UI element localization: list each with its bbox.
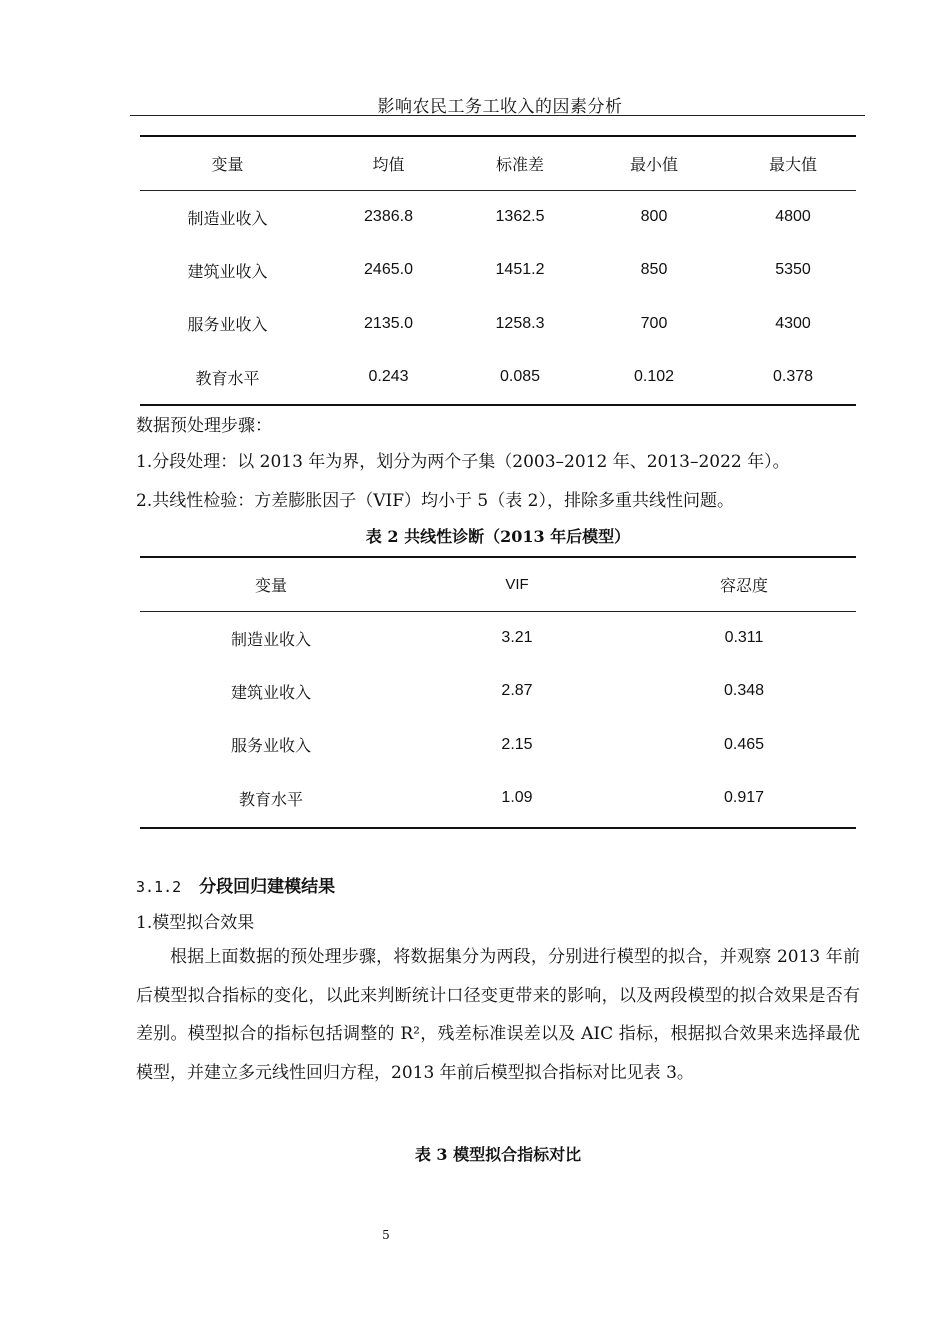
table1-cell-std: 1258.3: [495, 314, 545, 332]
table2-cell-tolerance: 0.465: [723, 735, 765, 753]
table2-cell-tolerance: 0.311: [724, 629, 764, 646]
table2-cell-variable: 教育水平: [238, 789, 303, 809]
table3-caption: 表 3 模型拟合指标对比: [414, 1145, 582, 1164]
table1-cell-variable: 制造业收入: [187, 208, 268, 228]
table2-bottom-rule: [140, 827, 856, 829]
table1-cell-mean: 0.243: [368, 368, 409, 386]
table2-cell-vif: 3.21: [501, 629, 533, 646]
table1-col-header: 最大值: [730, 137, 856, 190]
table2-cell-vif: 1.09: [501, 789, 533, 807]
table2-cell-vif: 2.87: [501, 682, 533, 700]
table1-col-header: 均值: [315, 137, 462, 190]
table-row: [140, 190, 856, 244]
table2-cell-vif: 2.15: [501, 735, 533, 753]
section-heading: [136, 872, 335, 897]
preprocess-step-2: 2.共线性检验：方差膨胀因子（VIF）均小于 5（表 2），排除多重共线性问题。: [136, 491, 734, 511]
header-rule: [130, 115, 865, 116]
table2-cell-variable: 建筑业收入: [230, 682, 311, 702]
table1-cell-min: 0.102: [633, 368, 675, 386]
table1-cell-variable: 教育水平: [195, 368, 260, 388]
table1-cell-max: 0.378: [772, 368, 814, 386]
table-row: [140, 611, 856, 665]
table1-bottom-rule: [140, 404, 856, 406]
table2-cell-tolerance: 0.348: [723, 682, 765, 700]
table1-header-row: [140, 137, 856, 190]
table2-cell-tolerance: 0.917: [723, 789, 765, 807]
table1-cell-mean: 2465.0: [364, 261, 413, 279]
table2-caption: 表 2 共线性诊断（2013 年后模型）: [365, 527, 631, 546]
table1-col-header: 最小值: [578, 137, 730, 190]
table2-collinearity: [140, 558, 856, 825]
page-number: 5: [382, 1228, 390, 1242]
table1-cell-min: 850: [640, 261, 668, 279]
table1-cell-std: 1362.5: [495, 208, 545, 225]
table2-col-header: VIF: [402, 558, 632, 611]
table-row: [140, 244, 856, 298]
table1-cell-max: 5350: [775, 261, 811, 279]
table2-col-header: 变量: [140, 558, 402, 611]
preprocess-heading: 数据预处理步骤：: [136, 416, 272, 436]
table1-cell-min: 700: [640, 314, 668, 332]
section-paragraph: 根据上面数据的预处理步骤，将数据集分为两段，分别进行模型的拟合，并观察 2013 年前后模型拟合指标的变化，以此来判断统计口径变更带来的影响，以及两段模型的拟合效果是否有差别。模型拟合的指标包括调整的 R²，残差标准误差以及 AIC 指标，根据拟合效果来选择最优模型，并建立多元线性回归方程，2013 年前后模型拟合指标对比见表 3。: [136, 947, 860, 1084]
table2-cell-variable: 服务业收入: [230, 736, 311, 756]
table-row: [140, 351, 856, 405]
table1-col-header: 标准差: [462, 137, 578, 190]
table2-cell-variable: 制造业收入: [230, 629, 311, 649]
table1-descriptive-stats: [140, 137, 856, 404]
table1-cell-std: 0.085: [499, 368, 541, 386]
section-title: 分段回归建模结果: [199, 877, 336, 897]
table1-cell-variable: 建筑业收入: [187, 261, 268, 281]
table-row: [140, 297, 856, 351]
section-number: 3.1.2: [136, 878, 182, 896]
table1-cell-variable: 服务业收入: [187, 315, 268, 335]
section-subheading: 1.模型拟合效果: [136, 913, 255, 933]
table1-cell-max: 4300: [775, 314, 811, 332]
preprocess-step-1: 1.分段处理：以 2013 年为界，划分为两个子集（2003–2012 年、2013–2022 年）。: [136, 452, 790, 472]
table1-cell-min: 800: [640, 208, 668, 225]
table-row: [140, 665, 856, 719]
table1-col-header: 变量: [140, 137, 315, 190]
table-row: [140, 718, 856, 772]
table-row: [140, 772, 856, 826]
table2-col-header: 容忍度: [632, 558, 856, 611]
table1-cell-mean: 2135.0: [364, 314, 413, 332]
table1-cell-std: 1451.2: [495, 261, 545, 279]
table2-header-row: [140, 558, 856, 611]
table1-cell-max: 4800: [775, 208, 811, 225]
table1-cell-mean: 2386.8: [364, 208, 413, 225]
running-header-title: 影响农民工务工收入的因素分析: [377, 97, 623, 117]
